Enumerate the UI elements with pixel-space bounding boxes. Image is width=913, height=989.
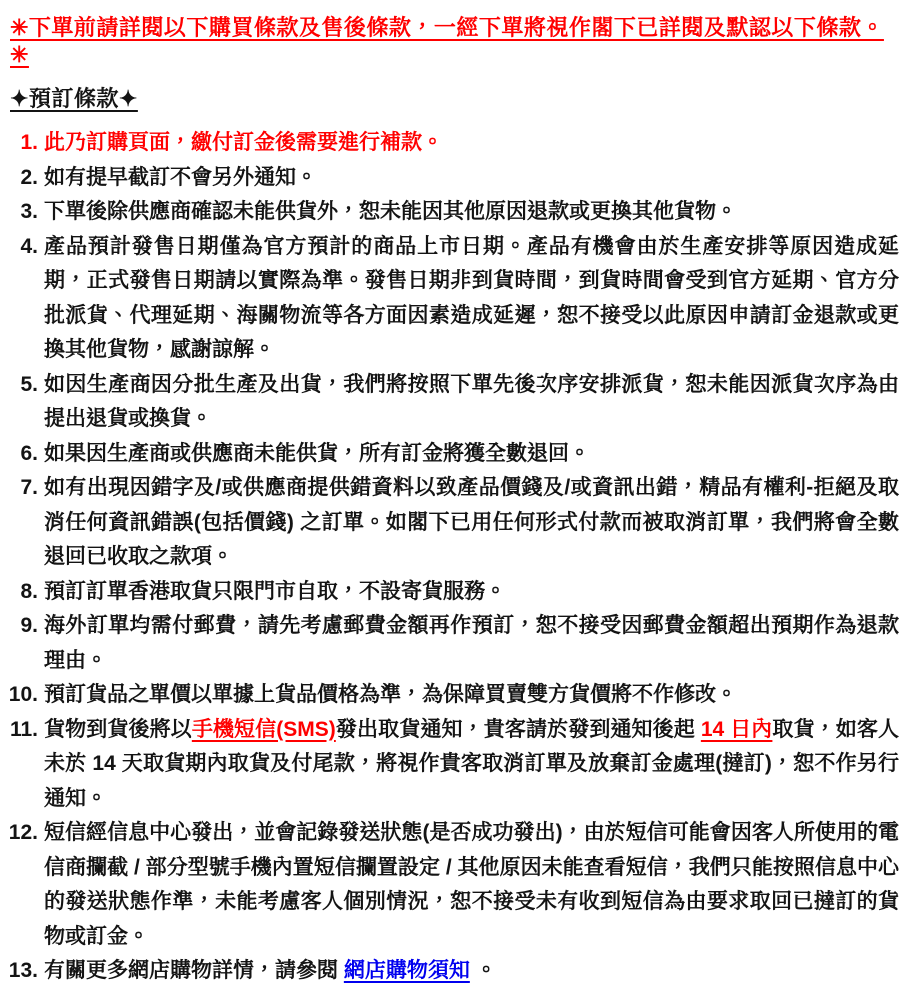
term-number: 11. (9, 717, 38, 741)
term-number: 12. (8, 821, 38, 844)
term-number: 2. (20, 165, 38, 189)
term-number: 9. (20, 614, 38, 637)
term-text (44, 437, 899, 472)
term-text (44, 161, 899, 196)
term-text-segment: 短信經信息中心發出，並會記錄發送狀態(是否成功發出)，由於短信可能會因客人所使用的電信商攔截 / 部分型號手機內置短信攔置設定 / 其他原因未能查看短信，我們只能按照信息中心的發送狀態作準，未能考慮客人個別情況，恕不接受未有收到短信為由要求取回已撻訂的貨物或訂金。 (44, 821, 899, 948)
term-text-segment: 取貨，如客人未於 14 天取貨期內取貨及付尾款，將視作貴客取消訂單及放棄訂金處理(撻訂)，恕不作另行通知。 (44, 717, 899, 810)
term-number: 8. (20, 579, 38, 603)
term-item-11 (8, 713, 899, 817)
term-text-segment: 有關更多網店購物詳情，請參閱 (44, 959, 344, 982)
term-text-segment: 貨物到貨後將以 (44, 717, 192, 741)
term-text (44, 368, 899, 437)
term-number: 3. (20, 200, 38, 223)
term-item-5 (8, 368, 899, 437)
sms-notice-emphasis: 手機短信(SMS) (191, 717, 336, 741)
term-item-4 (8, 230, 899, 368)
term-number: 7. (20, 476, 38, 499)
term-text (44, 230, 899, 368)
shop-guide-link[interactable]: 網店購物須知 (343, 959, 470, 982)
purchase-terms-warning-banner: ✳下單前請詳閱以下購買條款及售後條款，一經下單將視作閣下已詳閱及默認以下條款。 ✳ (10, 15, 884, 67)
term-text-segment: 如因生產商因分批生產及出貨，我們將按照下單先後次序安排派貨，恕未能因派貨次序為由提出退貨或換貨。 (44, 372, 899, 430)
term-text-segment: 。 (469, 959, 497, 982)
pickup-deadline-emphasis: 14 日內 (700, 717, 773, 741)
term-item-8 (8, 575, 899, 610)
term-text (44, 195, 899, 230)
term-item-9 (8, 609, 899, 678)
term-item-10 (8, 678, 899, 713)
term-text (44, 678, 899, 713)
term-text-segment: 如有出現因錯字及/或供應商提供錯資料以致產品價錢及/或資訊出錯，精品有權利-拒絕及取消任何資訊錯誤(包括價錢) 之訂單。如閣下已用任何形式付款而被取消訂單，我們將會全數退回已收取之款項。 (44, 476, 899, 568)
term-text (44, 471, 899, 575)
term-text-segment: 此乃訂購頁面，繳付訂金後需要進行補款。 (44, 131, 443, 154)
term-item-6 (8, 437, 899, 472)
term-text-segment: 預訂貨品之單價以單據上貨品價格為準，為保障買賣雙方貨價將不作修改。 (44, 683, 737, 706)
term-text (44, 954, 899, 989)
term-item-2 (8, 161, 899, 196)
term-text-segment: 發出取貨通知，貴客請於發到通知後起 (335, 717, 701, 741)
term-text (44, 816, 899, 954)
section-title-row (10, 85, 899, 112)
term-number: 6. (20, 441, 38, 465)
term-text-segment: 如有提早截訂不會另外通知。 (44, 165, 317, 189)
term-text-segment: 產品預計發售日期僅為官方預計的商品上市日期。產品有機會由於生產安排等原因造成延期，正式發售日期請以實際為準。發售日期非到貨時間，到貨時間會受到官方延期、官方分批派貨、代理延期、海關物流等各方面因素造成延遲，恕不接受以此原因申請訂金退款或更換其他貨物，感謝諒解。 (44, 234, 899, 361)
term-text-segment: 海外訂單均需付郵費，請先考慮郵費金額再作預訂，恕不接受因郵費金額超出預期作為退款理由。 (44, 614, 899, 672)
terms-list (8, 126, 899, 989)
term-text-segment: 如果因生產商或供應商未能供貨，所有訂金將獲全數退回。 (44, 441, 590, 465)
term-number: 13. (8, 959, 38, 982)
term-text (44, 126, 899, 161)
term-item-3 (8, 195, 899, 230)
term-text (44, 575, 899, 610)
preorder-terms-section-title: ✦預訂條款✦ (10, 86, 138, 111)
term-number: 1. (20, 131, 38, 154)
term-number: 4. (20, 234, 38, 258)
term-text-segment: 預訂訂單香港取貨只限門市自取，不設寄貨服務。 (44, 579, 506, 603)
term-item-12 (8, 816, 899, 954)
term-number: 5. (20, 372, 38, 396)
term-text (44, 609, 899, 678)
term-text-segment: 下單後除供應商確認未能供貨外，恕未能因其他原因退款或更換其他貨物。 (44, 200, 737, 223)
term-item-1 (8, 126, 899, 161)
term-item-7 (8, 471, 899, 575)
term-text (44, 713, 899, 817)
term-item-13 (8, 954, 899, 989)
term-number: 10. (8, 683, 38, 706)
